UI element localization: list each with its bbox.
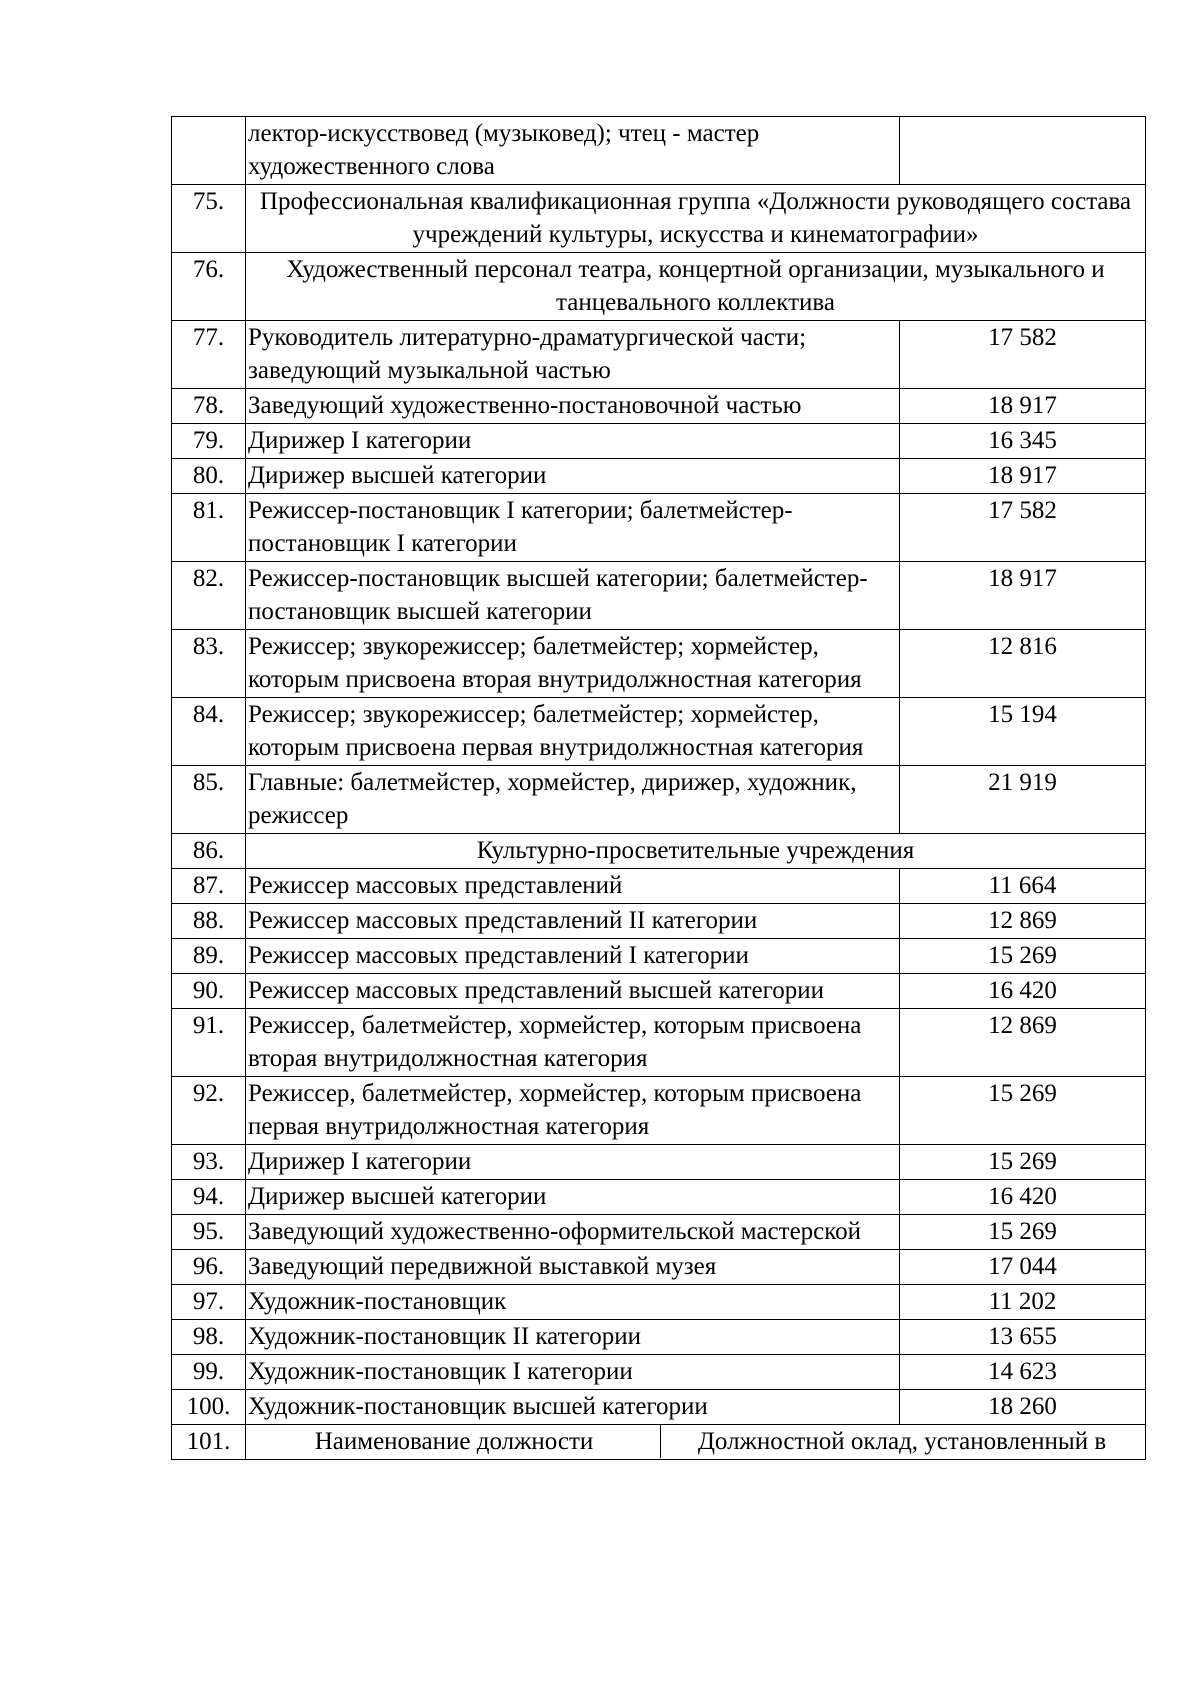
row-number: 76. — [172, 253, 246, 321]
salary-value: 12 816 — [900, 630, 1146, 698]
row-number: 98. — [172, 1320, 246, 1355]
position-name: Заведующий передвижной выставкой музея — [246, 1250, 900, 1285]
salary-value: 17 582 — [900, 494, 1146, 562]
row-number: 88. — [172, 904, 246, 939]
position-name: Режиссер-постановщик высшей категории; балетмейстер-постановщик высшей категории — [246, 562, 900, 630]
row-number: 100. — [172, 1390, 246, 1425]
table-row — [172, 939, 1146, 974]
salary-value: 16 345 — [900, 424, 1146, 459]
position-name: Режиссер массовых представлений высшей категории — [246, 974, 900, 1009]
row-number: 91. — [172, 1009, 246, 1077]
row-number: 89. — [172, 939, 246, 974]
table-row — [172, 869, 1146, 904]
table-row — [172, 974, 1146, 1009]
salary-table — [171, 116, 1146, 1460]
position-name: Дирижер I категории — [246, 424, 900, 459]
header-split-cell — [246, 1425, 1146, 1460]
position-name: Режиссер массовых представлений II категории — [246, 904, 900, 939]
position-name: Руководитель литературно-драматургической части; заведующий музыкальной частью — [246, 321, 900, 389]
row-number: 94. — [172, 1180, 246, 1215]
position-name: Художник-постановщик — [246, 1285, 900, 1320]
salary-value: 21 919 — [900, 766, 1146, 834]
salary-value: 11 202 — [900, 1285, 1146, 1320]
row-number: 75. — [172, 185, 246, 253]
row-number: 78. — [172, 389, 246, 424]
position-name: Художник-постановщик II категории — [246, 1320, 900, 1355]
table-row — [172, 1215, 1146, 1250]
position-name: Режиссер; звукорежиссер; балетмейстер; хормейстер, которым присвоена первая внутридолжностная категория — [246, 698, 900, 766]
row-number: 87. — [172, 869, 246, 904]
table-row — [172, 1390, 1146, 1425]
position-name: Режиссер массовых представлений I категории — [246, 939, 900, 974]
table-row — [172, 834, 1146, 869]
salary-value: 11 664 — [900, 869, 1146, 904]
table-row — [172, 1320, 1146, 1355]
table-row — [172, 630, 1146, 698]
row-number: 79. — [172, 424, 246, 459]
row-number: 90. — [172, 974, 246, 1009]
table-row — [172, 1180, 1146, 1215]
salary-value: 15 269 — [900, 1077, 1146, 1145]
column-header-position: Наименование должности — [248, 1425, 661, 1458]
table-row — [172, 459, 1146, 494]
position-name: Дирижер высшей категории — [246, 459, 900, 494]
position-name: Главные: балетмейстер, хормейстер, дирижер, художник, режиссер — [246, 766, 900, 834]
position-name: Режиссер, балетмейстер, хормейстер, которым присвоена первая внутридолжностная категория — [246, 1077, 900, 1145]
salary-value: 12 869 — [900, 1009, 1146, 1077]
section-title: Художественный персонал театра, концертной организации, музыкального и танцевального коллектива — [246, 253, 1146, 321]
row-number: 77. — [172, 321, 246, 389]
table-row — [172, 253, 1146, 321]
row-number — [172, 117, 246, 185]
table-row — [172, 1009, 1146, 1077]
table-row — [172, 494, 1146, 562]
salary-value: 15 269 — [900, 1215, 1146, 1250]
row-number: 82. — [172, 562, 246, 630]
row-number: 83. — [172, 630, 246, 698]
row-number: 95. — [172, 1215, 246, 1250]
table-row — [172, 1250, 1146, 1285]
position-name: Заведующий художественно-постановочной частью — [246, 389, 900, 424]
salary-value: 17 582 — [900, 321, 1146, 389]
table-row — [172, 1355, 1146, 1390]
salary-value: 18 917 — [900, 459, 1146, 494]
table-row — [172, 698, 1146, 766]
salary-value: 14 623 — [900, 1355, 1146, 1390]
salary-value: 18 917 — [900, 562, 1146, 630]
salary-value: 18 917 — [900, 389, 1146, 424]
position-name: Художник-постановщик высшей категории — [246, 1390, 900, 1425]
column-header-salary: Должностной оклад, установленный в — [697, 1428, 1107, 1455]
table-row — [172, 389, 1146, 424]
position-name: Заведующий художественно-оформительской мастерской — [246, 1215, 900, 1250]
salary-value: 15 269 — [900, 939, 1146, 974]
row-number: 80. — [172, 459, 246, 494]
header-split — [248, 1425, 1143, 1458]
salary-value: 12 869 — [900, 904, 1146, 939]
table-row — [172, 1145, 1146, 1180]
table-row — [172, 904, 1146, 939]
row-number: 85. — [172, 766, 246, 834]
salary-value: 15 269 — [900, 1145, 1146, 1180]
position-name: Дирижер высшей категории — [246, 1180, 900, 1215]
salary-value: 15 194 — [900, 698, 1146, 766]
table-row — [172, 562, 1146, 630]
row-number: 81. — [172, 494, 246, 562]
position-name: Режиссер-постановщик I категории; балетмейстер-постановщик I категории — [246, 494, 900, 562]
position-name: Режиссер; звукорежиссер; балетмейстер; хормейстер, которым присвоена вторая внутридолжностная категория — [246, 630, 900, 698]
row-number: 99. — [172, 1355, 246, 1390]
row-number: 86. — [172, 834, 246, 869]
group-title: Профессиональная квалификационная группа «Должности руководящего состава учреждений культуры, искусства и кинематографии» — [246, 185, 1146, 253]
row-number: 84. — [172, 698, 246, 766]
salary-value: 18 260 — [900, 1390, 1146, 1425]
row-number: 101. — [172, 1425, 246, 1460]
table-row — [172, 1077, 1146, 1145]
row-number: 92. — [172, 1077, 246, 1145]
position-name: Режиссер массовых представлений — [246, 869, 900, 904]
table-row — [172, 321, 1146, 389]
table-row — [172, 766, 1146, 834]
salary-value: 17 044 — [900, 1250, 1146, 1285]
salary-value: 13 655 — [900, 1320, 1146, 1355]
section-title: Культурно-просветительные учреждения — [246, 834, 1146, 869]
table-row — [172, 1425, 1146, 1460]
position-name: Режиссер, балетмейстер, хормейстер, которым присвоена вторая внутридолжностная категория — [246, 1009, 900, 1077]
salary-value — [900, 117, 1146, 185]
table-row — [172, 424, 1146, 459]
table-row — [172, 117, 1146, 185]
position-name: лектор-искусствовед (музыковед); чтец - мастер художественного слова — [246, 117, 900, 185]
row-number: 96. — [172, 1250, 246, 1285]
row-number: 97. — [172, 1285, 246, 1320]
salary-value: 16 420 — [900, 974, 1146, 1009]
position-name: Дирижер I категории — [246, 1145, 900, 1180]
table-row — [172, 185, 1146, 253]
table-row — [172, 1285, 1146, 1320]
row-number: 93. — [172, 1145, 246, 1180]
position-name: Художник-постановщик I категории — [246, 1355, 900, 1390]
salary-value: 16 420 — [900, 1180, 1146, 1215]
